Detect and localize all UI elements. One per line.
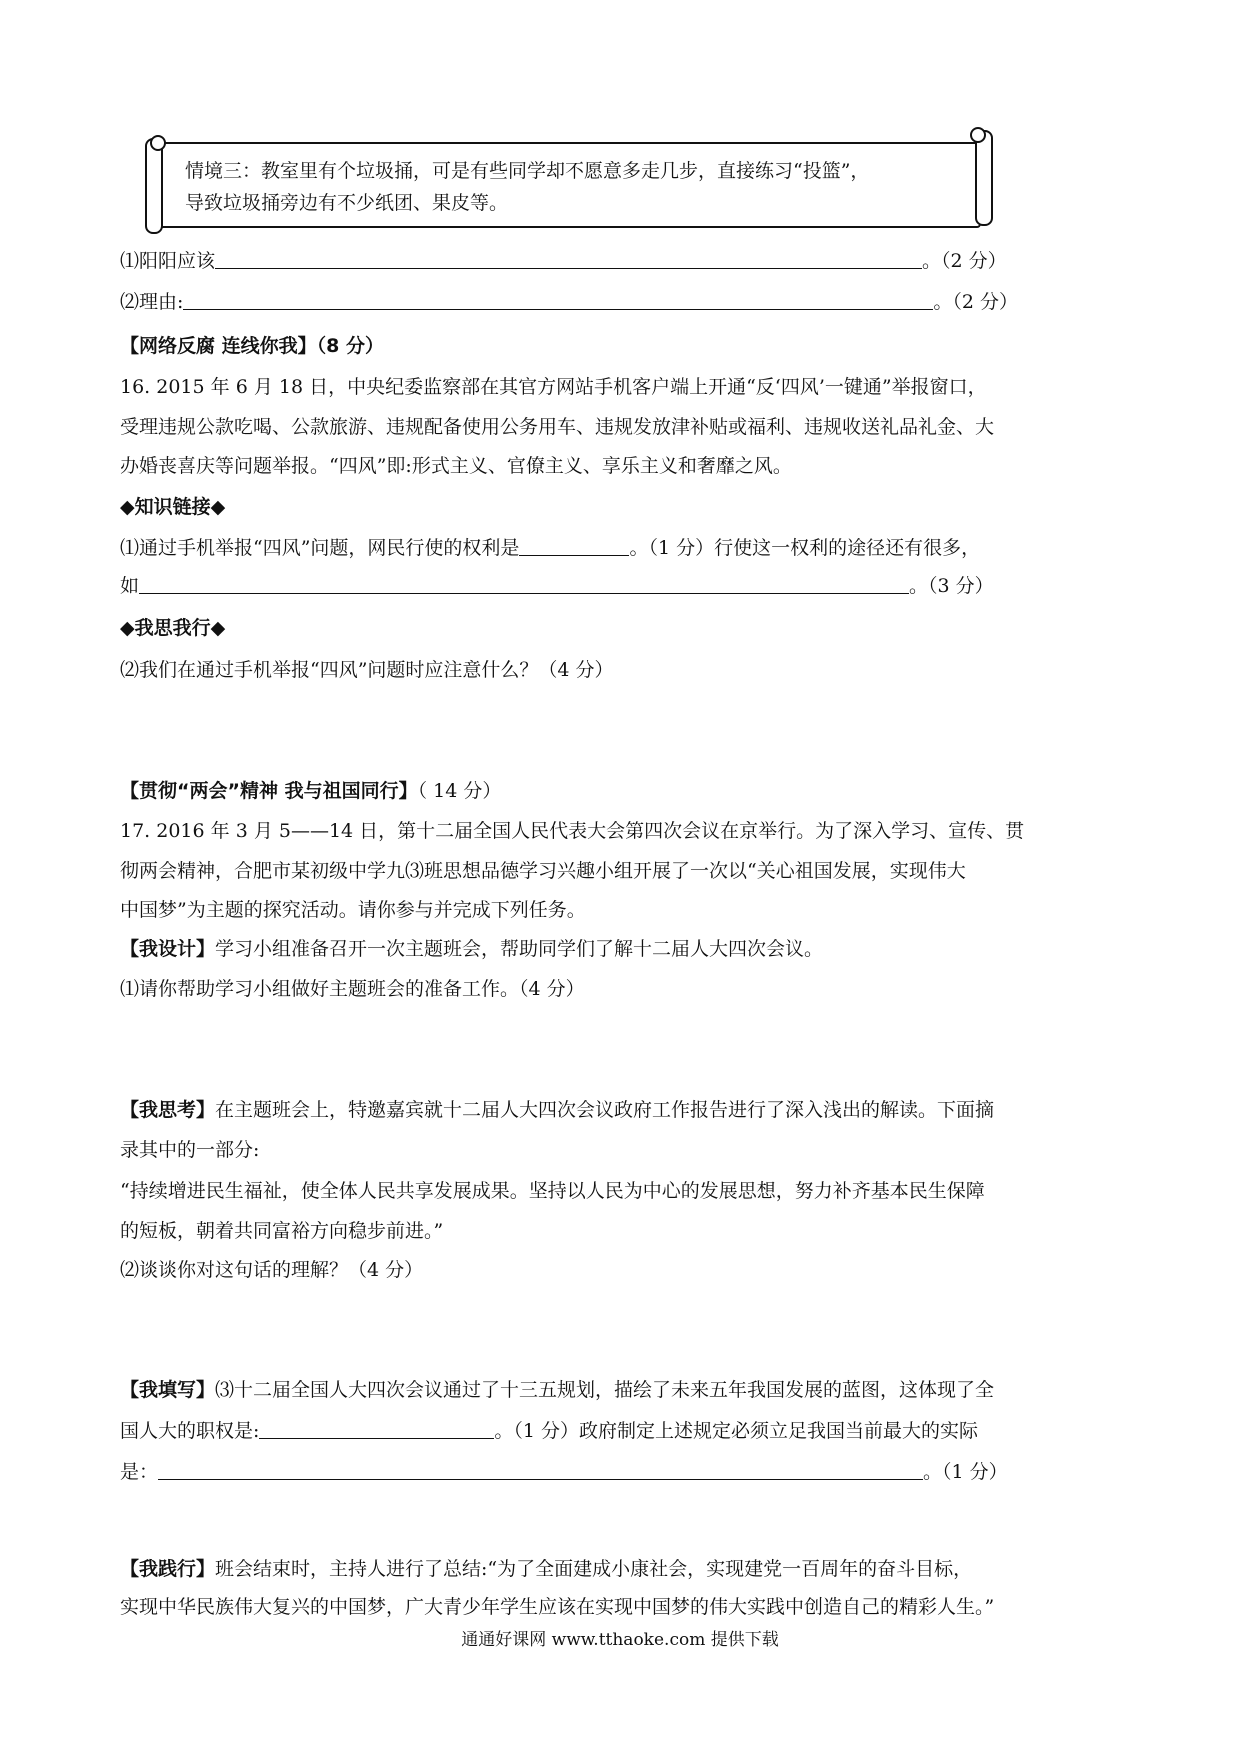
think-act-header: ◆我思我行◆ — [120, 617, 226, 639]
npc-power-blank[interactable] — [259, 1420, 494, 1439]
sec17-fill-line1 — [120, 1377, 994, 1403]
sec16-q1-line2 — [120, 573, 994, 599]
scenario-line-2: 导致垃圾捅旁边有不少纸团、果皮等。 — [185, 192, 509, 214]
q15-part2-blank[interactable] — [183, 291, 933, 310]
sec17-design — [120, 936, 823, 962]
fill-text-2b: 。（1 分）政府制定上述规定必须立足我国当前最大的实际 — [494, 1420, 979, 1442]
sec16-q1-blank-ways[interactable] — [139, 575, 909, 594]
think-label: 【我思考】 — [120, 1099, 216, 1121]
sec17-header — [120, 778, 501, 804]
q15-part2-score: 。（2 分） — [933, 291, 1019, 313]
sec16-q2: ⑵我们在通过手机举报“四风”问题时应注意什么？（4 分） — [120, 659, 614, 681]
sec17-header-score: （ 14 分） — [417, 780, 502, 802]
sec16-para-3: 办婚丧喜庆等问题举报。“四风”即:形式主义、官僚主义、享乐主义和奢靡之风。 — [120, 455, 792, 477]
sec16-q1-score: 。（3 分） — [909, 575, 994, 597]
fill-text-3a: 是： — [120, 1461, 159, 1483]
sec17-think-line2: 录其中的一部分: — [120, 1139, 260, 1161]
sec16-header: 【网络反腐 连线你我】（8 分） — [120, 335, 384, 357]
sec17-q2: ⑵谈谈你对这句话的理解？（4 分） — [120, 1259, 424, 1281]
sec16-q1-text-b: 。（1 分）行使这一权利的途径还有很多， — [629, 537, 981, 559]
q15-part1 — [120, 248, 1007, 274]
q15-part1-score: 。（2 分） — [922, 250, 1007, 272]
scenario-line-1: 情境三：教室里有个垃圾捅，可是有些同学却不愿意多走几步，直接练习“投篮”， — [185, 160, 870, 182]
sec16-q1-text-c: 如 — [120, 575, 140, 597]
sec16-q1-blank-right[interactable] — [519, 537, 629, 556]
think-text-1: 在主题班会上，特邀嘉宾就十二届人大四次会议政府工作报告进行了深入浅出的解读。下面摘 — [215, 1099, 995, 1121]
sec17-para-1: 17. 2016 年 3 月 5——14 日，第十二届全国人民代表大会第四次会议在京举行。为了深入学习、宣传、贯 — [120, 820, 1025, 842]
page-footer: 通通好课网 www.tthaoke.com 提供下载 — [461, 1630, 779, 1650]
sec16-q1-text-a: ⑴通过手机举报“四风”问题，网民行使的权利是 — [120, 537, 520, 559]
scroll-curl-right — [970, 127, 986, 143]
sec17-header-title: 【贯彻“两会”精神 我与祖国同行】 — [120, 780, 418, 802]
design-label: 【我设计】 — [120, 938, 216, 960]
sec17-quote-1: “持续增进民生福祉，使全体人民共享发展成果。坚持以人民为中心的发展思想，努力补齐基本民生保障 — [120, 1180, 985, 1202]
reality-blank[interactable] — [158, 1461, 923, 1480]
scroll-curl-left — [150, 135, 166, 151]
q15-part2 — [120, 289, 1018, 315]
sec17-para-3: 中国梦”为主题的探究活动。请你参与并完成下列任务。 — [120, 899, 586, 921]
sec17-q1: ⑴请你帮助学习小组做好主题班会的准备工作。（4 分） — [120, 978, 585, 1000]
fill-text-3b: 。（1 分） — [923, 1461, 1008, 1483]
sec17-fill-line3 — [120, 1459, 1008, 1485]
sec17-practice-line2: 实现中华民族伟大复兴的中国梦，广大青少年学生应该在实现中国梦的伟大实践中创造自己的精彩人生。” — [120, 1596, 995, 1618]
q15-part1-label: ⑴阳阳应该 — [120, 250, 216, 272]
practice-text-1: 班会结束时，主持人进行了总结:“为了全面建成小康社会，实现建党一百周年的奋斗目标， — [215, 1558, 973, 1580]
fill-label: 【我填写】 — [120, 1379, 216, 1401]
fill-text-2a: 国人大的职权是: — [120, 1420, 260, 1442]
sec16-para-1: 16. 2015 年 6 月 18 日，中央纪委监察部在其官方网站手机客户端上开通“反‘四风’一键通”举报窗口， — [120, 376, 987, 398]
practice-label: 【我践行】 — [120, 1558, 216, 1580]
knowledge-link-header: ◆知识链接◆ — [120, 496, 226, 518]
q15-part2-label: ⑵理由: — [120, 291, 184, 313]
sec17-quote-2: 的短板，朝着共同富裕方向稳步前进。” — [120, 1220, 444, 1242]
sec17-practice-line1 — [120, 1556, 972, 1582]
q15-part1-blank[interactable] — [215, 250, 922, 269]
design-text: 学习小组准备召开一次主题班会，帮助同学们了解十二届人大四次会议。 — [215, 938, 824, 960]
sec17-think-line1 — [120, 1097, 994, 1123]
fill-text-1: ⑶十二届全国人大四次会议通过了十三五规划，描绘了未来五年我国发展的蓝图，这体现了全 — [215, 1379, 995, 1401]
sec16-para-2: 受理违规公款吃喝、公款旅游、违规配备使用公务用车、违规发放津补贴或福利、违规收送礼品礼金、大 — [120, 416, 995, 438]
sec17-fill-line2 — [120, 1418, 978, 1444]
sec17-para-2: 彻两会精神，合肥市某初级中学九⑶班思想品德学习兴趣小组开展了一次以“关心祖国发展，实现伟大 — [120, 860, 966, 882]
sec16-q1-line1 — [120, 535, 980, 561]
